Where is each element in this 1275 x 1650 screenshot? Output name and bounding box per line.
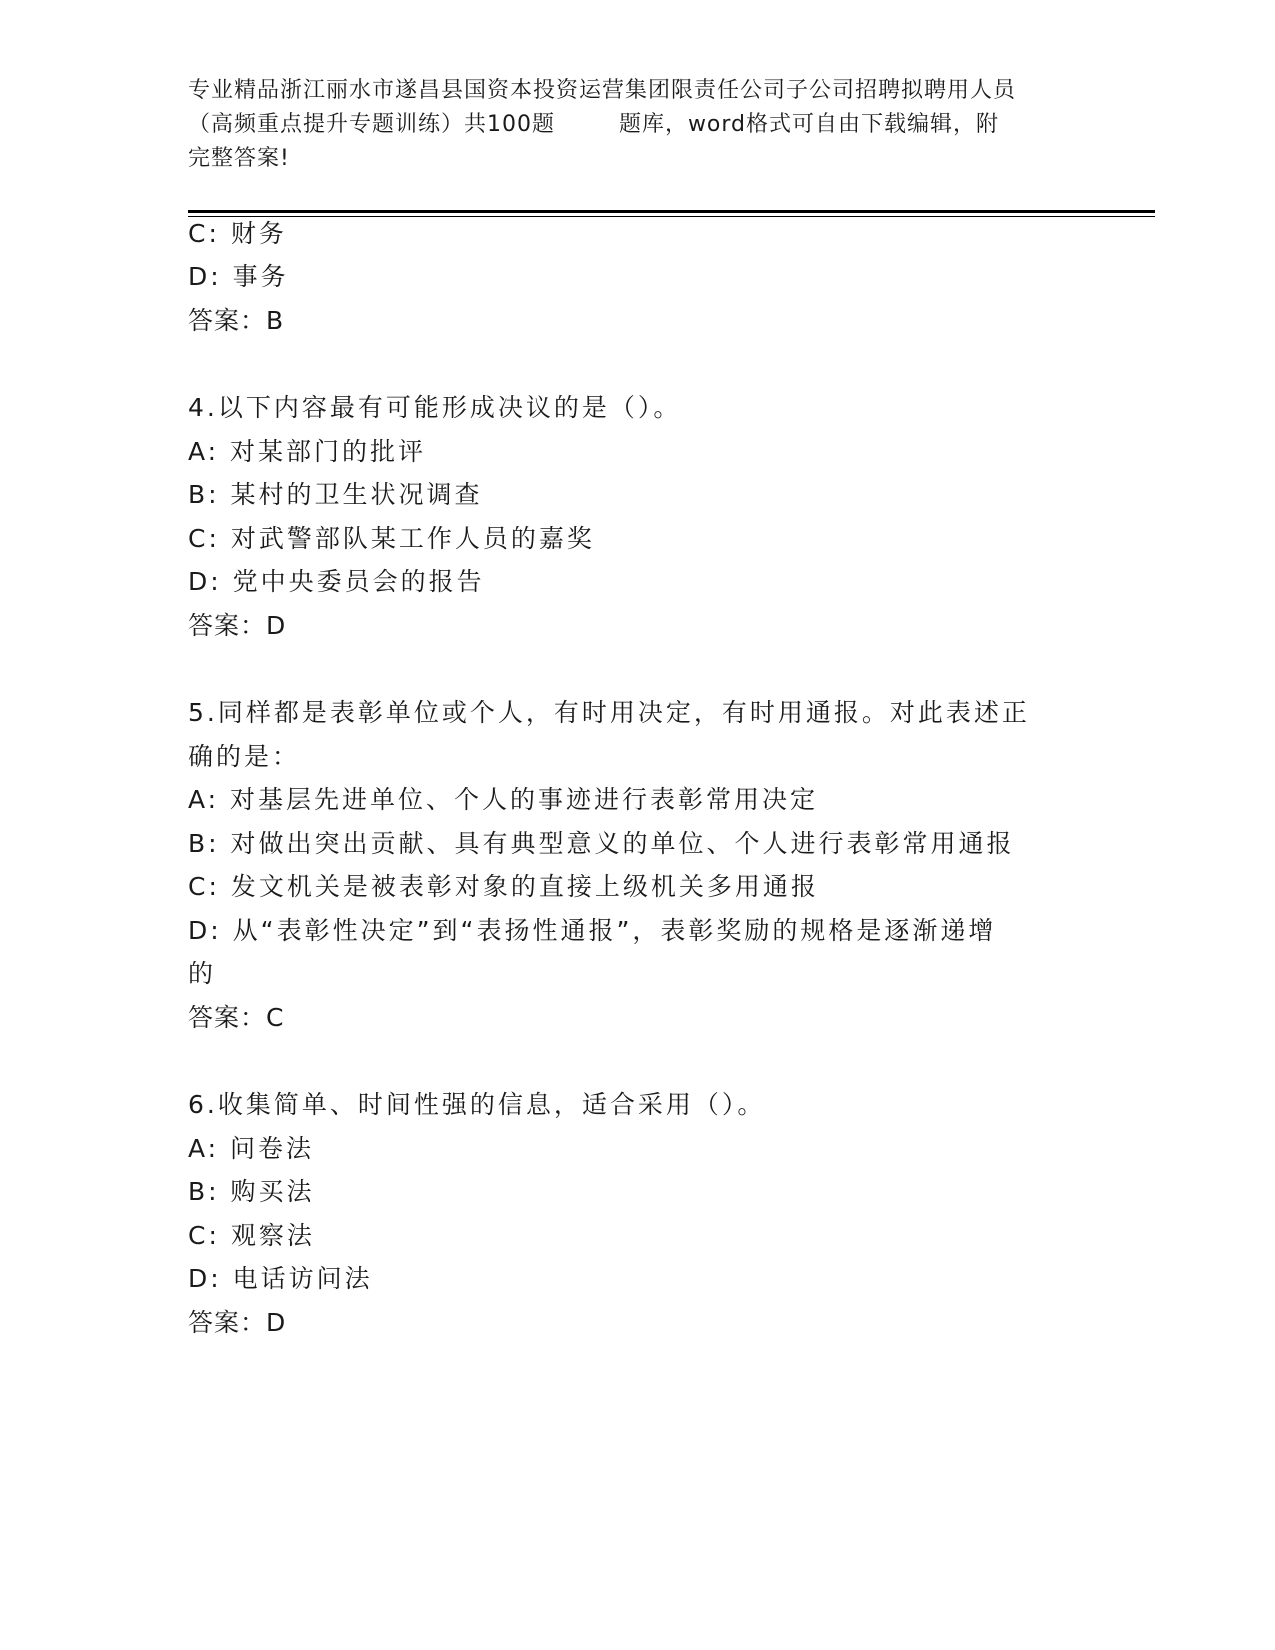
q4-question: 4.以下内容最有可能形成决议的是（）。 bbox=[188, 393, 682, 422]
header-line-3: 完整答案! bbox=[188, 146, 290, 171]
header-rule-thin bbox=[188, 216, 1155, 217]
q6-answer: 答案：D bbox=[188, 1308, 287, 1337]
q4-option-a: A: 对某部门的批评 bbox=[188, 437, 427, 466]
header-rule-thick bbox=[188, 210, 1155, 213]
q5-answer: 答案：C bbox=[188, 1003, 285, 1032]
q5-option-d-line-1: D: 从“表彰性决定”到“表扬性通报”，表彰奖励的规格是逐渐递增 bbox=[188, 916, 997, 945]
q6-question: 6.收集简单、时间性强的信息，适合采用（）。 bbox=[188, 1090, 766, 1119]
q6-option-d: D: 电话访问法 bbox=[188, 1264, 373, 1293]
q3-answer: 答案：B bbox=[188, 306, 285, 335]
q5-option-a: A: 对基层先进单位、个人的事迹进行表彰常用决定 bbox=[188, 785, 819, 814]
q6-option-c: C: 观察法 bbox=[188, 1221, 315, 1250]
q4-option-d: D: 党中央委员会的报告 bbox=[188, 567, 485, 596]
header-line-1: 专业精品浙江丽水市遂昌县国资本投资运营集团限责任公司子公司招聘拟聘用人员 bbox=[188, 78, 1017, 103]
q4-answer: 答案：D bbox=[188, 611, 287, 640]
q3-option-c: C: 财务 bbox=[188, 219, 287, 248]
q4-option-c: C: 对武警部队某工作人员的嘉奖 bbox=[188, 524, 595, 553]
q6-option-a: A: 问卷法 bbox=[188, 1134, 315, 1163]
q5-question-line-1: 5.同样都是表彰单位或个人，有时用决定，有时用通报。对此表述正 bbox=[188, 698, 1030, 727]
header-line-2: （高频重点提升专题训练）共100题 题库，word格式可自由下载编辑，附 bbox=[188, 112, 1000, 137]
document-header bbox=[188, 74, 1088, 176]
q5-option-c: C: 发文机关是被表彰对象的直接上级机关多用通报 bbox=[188, 872, 819, 901]
q4-option-b: B: 某村的卫生状况调查 bbox=[188, 480, 483, 509]
q5-question-line-2: 确的是： bbox=[188, 742, 301, 771]
q5-option-b: B: 对做出突出贡献、具有典型意义的单位、个人进行表彰常用通报 bbox=[188, 829, 1015, 858]
q6-option-b: B: 购买法 bbox=[188, 1177, 315, 1206]
q5-option-d-line-2: 的 bbox=[188, 959, 217, 988]
q3-option-d: D: 事务 bbox=[188, 262, 289, 291]
